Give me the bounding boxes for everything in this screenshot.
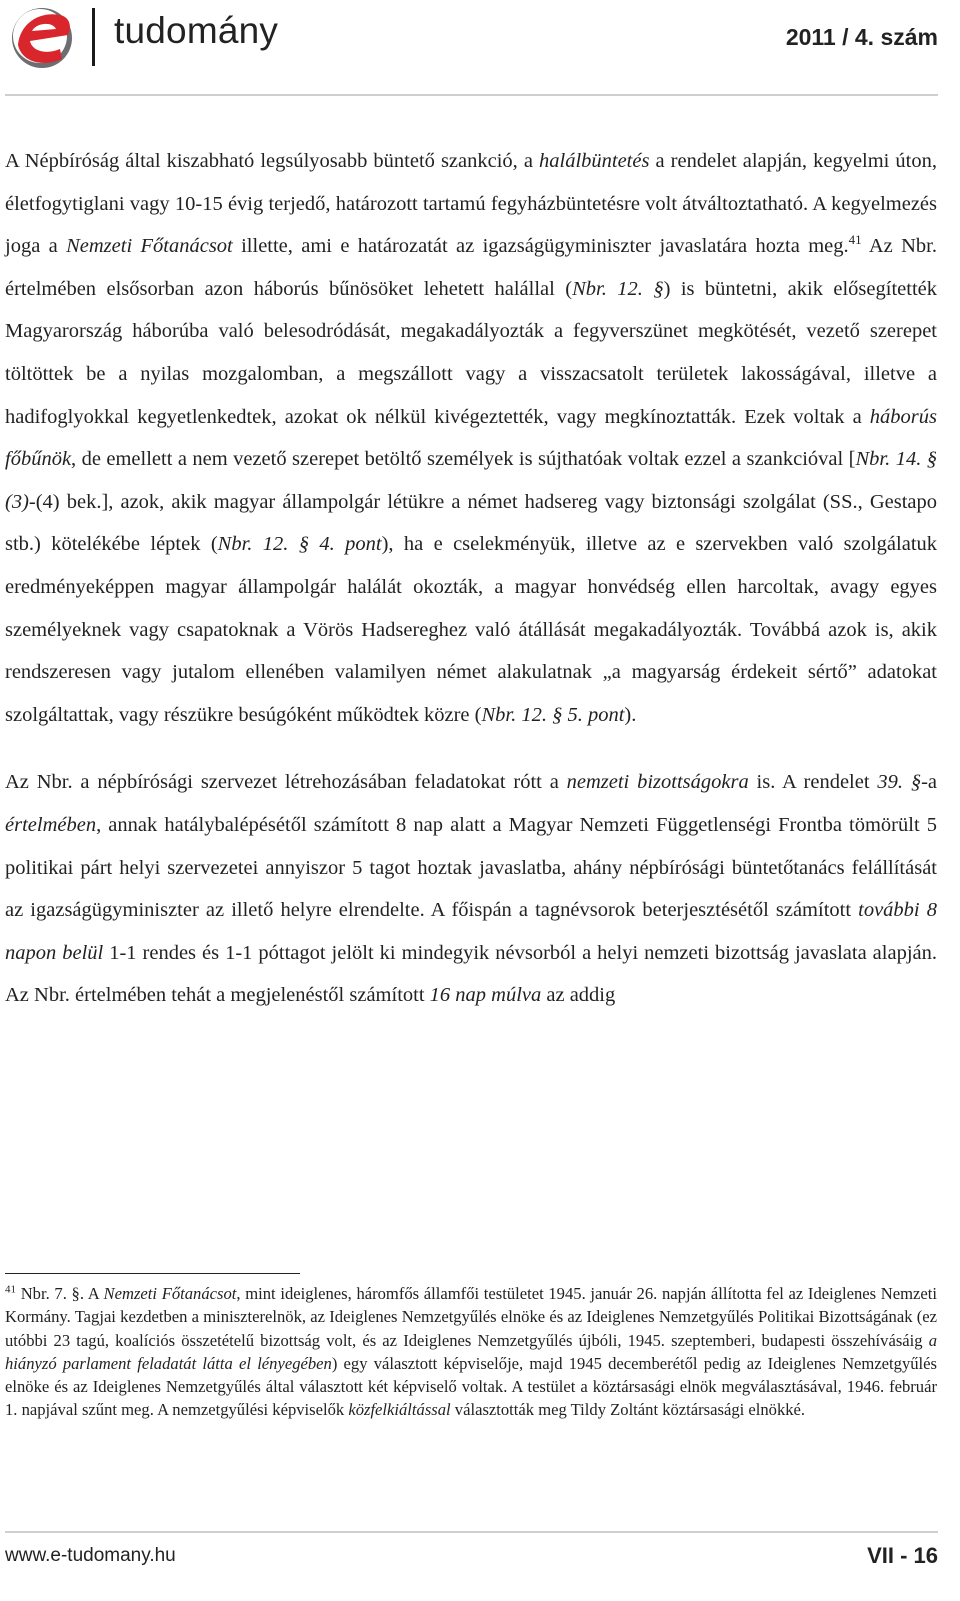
page-header: [0, 0, 960, 100]
journal-title: tudomány: [114, 10, 279, 51]
logo-letter: e: [10, 5, 11, 6]
text-run: ).: [624, 703, 637, 726]
text-run: választották meg Tildy Zoltánt köztársasági elnökké.: [450, 1400, 806, 1420]
text-run: a rendelet alapján, kegyelmi úton, életfogytiglani vagy 10-15 évig terjedő, határozott tartamú fegyházbüntetésre volt átváltoztatható. A kegyelmezés joga a: [5, 150, 937, 258]
text-run: Nbr. 7. §. A: [16, 1284, 104, 1303]
emphasis: közfelkiáltással: [348, 1400, 451, 1420]
text-run: is. A rendelet: [748, 771, 878, 794]
paragraph-2: [5, 761, 937, 1017]
emphasis: Nbr. 14. § (3): [5, 448, 937, 513]
text-run: 1-1 rendes és 1-1 póttagot jelölt ki mindegyik névsorból a helyi nemzeti bizottság javaslata alapján. Az Nbr. értelmében tehát a megjelenéstől számított: [5, 941, 937, 1007]
text-run: ) is büntetni, akik elősegítették Magyarország háborúba való belesodródását, megakadályozták a fegyverszünet megkötését, vezető szerepet töltöttek be a nyilas mozgalomban, a megszállott vagy a visszacsatolt területek lakosságával, illetve a hadifoglyokkal kegyetlenkedtek, azokat ok nélkül kivégeztették, vagy megkínoztatták. Ezek voltak a: [5, 277, 937, 428]
footer-url-link[interactable]: www.e-tudomany.hu: [5, 1545, 176, 1566]
text-run: az addig: [541, 984, 616, 1007]
emphasis: Nbr. 12. § 4. pont: [217, 533, 382, 556]
text-run: illette, ami e határozatát az igazságügyminiszter javaslatára hozta meg.: [232, 235, 849, 258]
emphasis: további 8 napon belül: [5, 899, 937, 964]
text-run: , mint ideiglenes, háromfős államfői testületet 1945. január 26. napján állította fel az Ideiglenes Nemzeti Kormány. Tagjai kezdetben a miniszterelnök, az Ideiglenes Nemzetgyűlés elnöke és az Ideiglenes Nemzetgyűlés Politikai Bizottságának (ez utóbbi 23 tagú, koalíciós összetételű bizottság volt, és az Ideiglenes Nemzetgyűlés újbóli, 1945. szeptemberi, budapesti összehívásáig: [5, 1284, 938, 1350]
emphasis: Nbr. 12. § 5. pont: [481, 703, 625, 726]
emphasis: Nemzeti Főtanácsot: [103, 1284, 237, 1303]
emphasis: értelmében: [5, 813, 97, 836]
emphasis: nemzeti bizottságokra: [566, 771, 749, 794]
emphasis: Nbr. 12. §: [572, 277, 664, 300]
emphasis: 16 nap múlva: [429, 984, 542, 1007]
text-run: A Népbíróság által kiszabható legsúlyosabb büntető szankció, a: [5, 150, 539, 172]
issue-number: 2011 / 4. szám: [785, 24, 938, 50]
footer-divider: [5, 1531, 938, 1533]
text-run: Az Nbr. a népbírósági szervezet létrehozásában feladatokat rótt a: [5, 771, 567, 794]
emphasis: a hiányzó parlament feladatát látta el lényegében: [5, 1330, 937, 1373]
text-run: ) egy választott képviselője, majd 1945 decemberétől pedig az Ideiglenes Nemzetgyűlés elnöke és az Ideiglenes Nemzetgyűlés által választott két képviselő voltak. A testület a köztársasági elnök megválasztásával, 1946. február 1. napjával szűnt meg. A nemzetgyűlési képviselők: [5, 1353, 937, 1420]
footnote-reference[interactable]: 41: [848, 232, 862, 248]
text-run: Az Nbr. értelmében elsősorban azon háborús bűnösöket lehetett halállal (: [5, 235, 937, 300]
e-tudomany-logo-icon: [10, 5, 74, 69]
header-divider: [5, 94, 938, 96]
emphasis: halálbüntetés: [539, 150, 650, 172]
text-run: , annak hatálybalépésétől számított 8 nap alatt a Magyar Nemzeti Függetlenségi Frontba tömörült 5 politikai párt helyi szervezetei annyiszor 5 tagot hoztak javaslatba, ahány népbírósági büntetőtanács felállítását az igazságügyminiszter az illető helyre elrendelte. A főispán a tagnévsorok beterjesztésétől számított: [5, 813, 937, 922]
emphasis: 39. §: [877, 771, 922, 794]
page-number: VII - 16: [867, 1543, 938, 1568]
text-run: ), ha e cselekményük, illetve az e szervekben való szolgálatuk eredményeképpen magyar állampolgár halálát okozták, a magyar honvédség ellen harcoltak, avagy egyes személyeknek vagy csapatoknak a Vörös Hadsereghez való átállását megakadályozták. Továbbá azok is, akik rendszeresen vagy jutalom ellenében valamilyen német alakulatnak „a magyarság érdekeit sértő” adatokat szolgáltattak, vagy részükre besúgóként működtek közre (: [5, 533, 938, 726]
header-separator: [92, 8, 95, 66]
text-run: , de emellett a nem vezető szerepet betöltő személyek is sújthatóak voltak ezzel a szankcióval [: [71, 448, 856, 471]
emphasis: háborús főbűnök: [5, 405, 937, 471]
footnote-separator: [5, 1273, 300, 1274]
text-run: -a: [921, 771, 938, 794]
footnote: [5, 1282, 937, 1422]
emphasis: Nemzeti Főtanácsot: [66, 235, 233, 258]
paragraph-1: [5, 140, 937, 736]
footnote-41: [5, 1282, 937, 1422]
article-body: [5, 140, 937, 1017]
footnote-number: 41: [5, 1283, 16, 1296]
text-run: -(4) bek.], azok, akik magyar állampolgár létükre a német hadsereg vagy biztonsági szolgálat (SS., Gestapo stb.) kötelékébe léptek (: [5, 490, 937, 556]
